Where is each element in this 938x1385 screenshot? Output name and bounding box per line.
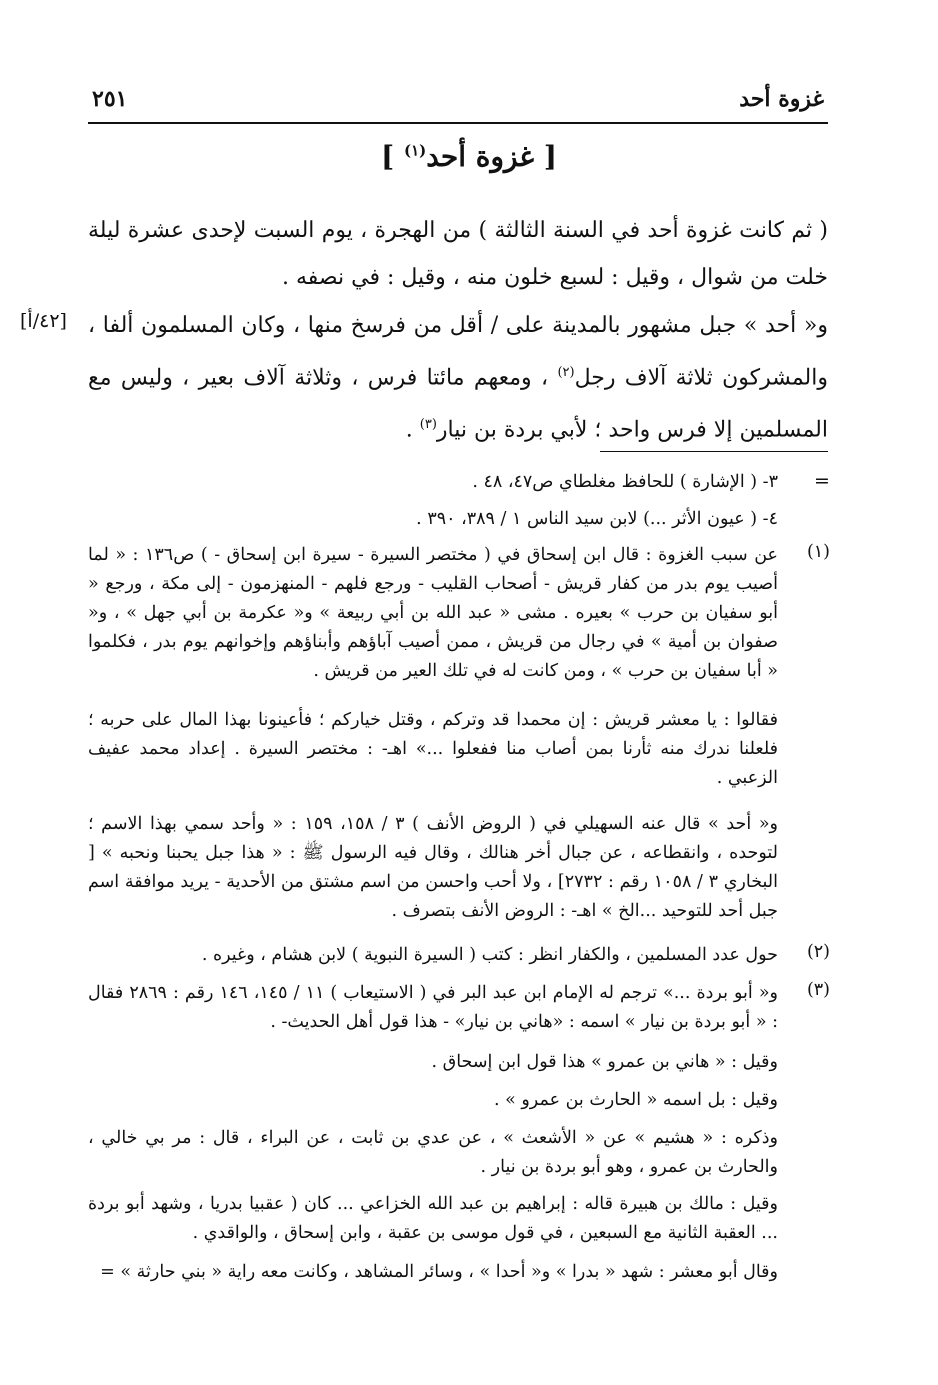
body-paragraph-2 [88, 302, 828, 454]
footnote-1-number: (١) [806, 542, 830, 562]
chapter-title-close: ] [380, 140, 404, 173]
body-text-2b: ، ومعهم مائتا فرس ، وثلاثة آلاف بعير ، وليس مع المسلمين إلا فرس واحد ؛ لأبي بردة بن نيار [88, 365, 828, 443]
chapter-title [0, 140, 938, 173]
running-title: غزوة أحد [739, 86, 824, 112]
footnote-3-para-5: وقيل : مالك بن هبيرة قاله : إبراهيم بن عبد الله الخزاعي ... كان ( عقبيا بدريا ، وشهد أبو بردة ... العقبة الثانية مع السبعين ، في قول موسى بن عقبة ، وابن إسحاق ، والواقدي . [88, 1194, 778, 1243]
footnote-1 [88, 541, 778, 686]
footnote-3 [88, 979, 778, 1037]
footnote-continued-2 [88, 505, 778, 534]
footnote-1b [88, 706, 778, 793]
body-text-2a: و« أحد » جبل مشهور بالمدينة على / أقل من فرسخ منها ، وكان المسلمون ألفا ، والمشركون ثلاثة آلاف رجل [88, 313, 828, 391]
footnote-2 [88, 941, 778, 970]
footnote-3f [88, 1258, 778, 1287]
footnote-3-number: (٣) [806, 980, 830, 1000]
continued-marker: = [814, 470, 830, 492]
footnote-3-para-6: وقال أبو معشر : شهد « بدرا » و« أحدا » ، وسائر المشاهد ، وكانت معه راية « بني حارثة » = [100, 1262, 778, 1282]
chapter-title-text: [ غزوة أحد [426, 140, 558, 173]
footnote-3-para-3: وقيل : بل اسمه « الحارث بن عمرو » . [493, 1090, 778, 1110]
footnote-separator [600, 451, 828, 452]
footnote-1-para-2: فقالوا : يا معشر قريش : إن محمدا قد وتركم ، وقتل خياركم ؛ فأعينونا بهذا المال على حربه ؛ فلعلنا ندرك منه ثأرنا بمن أصاب منا ففعلوا ...» اهـ- : مختصر السيرة . إعداد محمد عفيف الزعبي . [88, 710, 778, 788]
page-header [88, 82, 828, 124]
page-number: ٢٥١ [92, 86, 128, 112]
footnote-2-para-1: حول عدد المسلمين ، والكفار انظر : كتب ( السيرة النبوية ) لابن هشام ، وغيره . [201, 945, 778, 965]
body-text-2c: . [405, 417, 420, 443]
footnote-3d [88, 1124, 778, 1182]
body-text-1: ( ثم كانت غزوة أحد في السنة الثالثة ) من الهجرة ، يوم السبت لإحدى عشرة ليلة خلت من شوال ، وقيل : لسبع خلون منه ، وقيل : في نصفه . [88, 218, 828, 290]
footnote-continued-1-text: ٣- ( الإشارة ) للحافظ مغلطاي ص٤٧، ٤٨ . [472, 472, 778, 492]
body-text-2 [88, 302, 828, 454]
footnote-3-para-2: وقيل : « هاني بن عمرو » هذا قول ابن إسحاق . [431, 1052, 778, 1072]
footnote-3c [88, 1086, 778, 1115]
footnote-1c [88, 810, 778, 926]
footnote-ref-2: (٢) [557, 365, 575, 380]
footnote-3-para-4: وذكره : « هشيم » عن « الأشعث » ، عن عدي بن ثابت ، عن البراء ، قال : مر بي خالي ، والحارث بن عمرو ، وهو أبو بردة بن نيار . [88, 1128, 778, 1177]
footnote-3b [88, 1048, 778, 1077]
title-footnote-ref: (١) [403, 141, 427, 160]
footnote-1-para-1: عن سبب الغزوة : قال ابن إسحاق في ( مختصر السيرة - سيرة ابن إسحاق - ) ص١٣٦ : « لما أصيب يوم بدر من كفار قريش - أصحاب القليب - ورجع فلهم - المنهزمون - إلى مكة ، ورجع « أبو سفيان بن حرب » بعيره . مشى « عبد الله بن أبي ربيعة » و« عكرمة بن أبي جهل » ، و« صفوان بن أمية » في رجال من قريش ، ممن أصيب آباؤهم وأبناؤهم وإخوانهم يوم بدر ، فكلموا « أبا سفيان بن حرب » ، ومن كانت له في تلك العير من قريش . [88, 545, 778, 681]
footnote-2-number: (٢) [806, 942, 830, 962]
footnote-3-para-1: و« أبو بردة ...» ترجم له الإمام ابن عبد البر في ( الاستيعاب ) ١١ / ١٤٥، ١٤٦ رقم : ٢٨٦٩ فقال : « أبو بردة بن نيار » اسمه : «هاني بن نيار» - هذا قول أهل الحديث- . [88, 983, 778, 1032]
footnote-ref-3: (٣) [419, 417, 437, 433]
footnote-continued-1 [88, 468, 778, 497]
footnote-3e [88, 1190, 778, 1248]
margin-note: [٤٢/أ] [20, 310, 67, 332]
body-paragraph-1 [88, 207, 828, 301]
footnote-1-para-3: و« أحد » قال عنه السهيلي في ( الروض الأنف ) ٣ / ١٥٨، ١٥٩ : « وأحد سمي بهذا الاسم ؛ لتوحده ، وانقطاعه ، عن جبال أخر هنالك ، وقال فيه الرسول ﷺ : « هذا جبل يحبنا ونحبه » [ البخاري ٣ / ١٠٥٨ رقم : ٢٧٣٢] ، ولا أحب واحسن من اسم مشتق من الأحدية - يريد موافقة اسم جبل أحد للتوحيد ...الخ » اهـ- : الروض الأنف بتصرف . [88, 814, 778, 921]
footnote-continued-2-text: ٤- ( عيون الأثر ...) لابن سيد الناس ١ / ٣٨٩، ٣٩٠ . [416, 509, 778, 529]
